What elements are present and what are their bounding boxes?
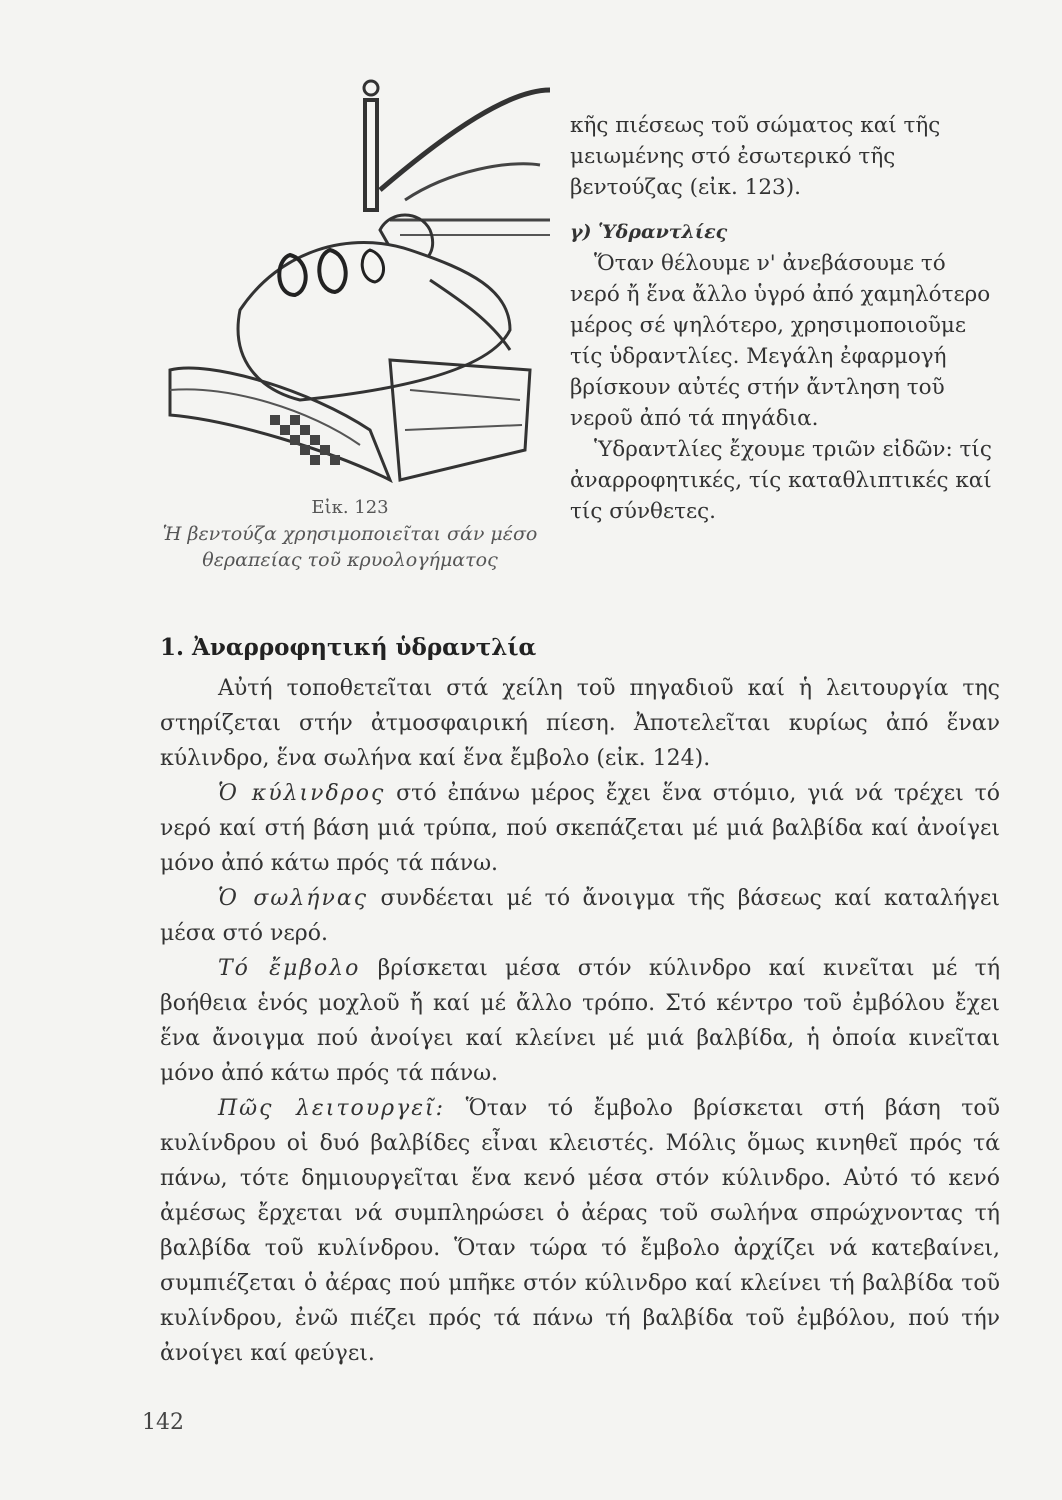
pumps-paragraph-2: Ὑδραντλίες ἔχουμε τριῶν εἰδῶν: τίς ἀναρροφητικές, τίς καταθλιπτικές καί τίς σύνθετες.: [570, 437, 992, 524]
paragraph-pipe: [160, 881, 1000, 951]
caption-line-1: Ἡ βεντούζα χρησιμοποιεῖται σάν μέσο: [162, 523, 538, 545]
figure-caption: [130, 495, 570, 573]
paragraph-piston: [160, 951, 1000, 1091]
right-column-text: [570, 110, 995, 527]
main-section: [160, 630, 1000, 1371]
paragraph-1: Αὐτή τοποθετεῖται στά χείλη τοῦ πηγαδιοῦ καί ἡ λειτουργία της στηρίζεται στήν ἀτμοσφαιρική πίεση. Ἀποτελεῖται κυρίως ἀπό ἕναν κύλινδρο, ἕνα σωλήνα καί ἕνα ἔμβολο (εἰκ. 124).: [160, 676, 1000, 771]
piston-text: βρίσκεται μέσα στόν κύλινδρο καί κινεῖται μέ τή βοήθεια ἑνός μοχλοῦ ἤ καί μέ ἄλλο τρόπο. Στό κέντρο τοῦ ἐμβόλου ἔχει ἕνα ἄνοιγμα πού ἀνοίγει καί κλείνει μέ μιά βαλβίδα, ἡ ὁποία κινεῖται μόνο ἀπό κάτω πρός τά πάνω.: [160, 956, 1000, 1086]
subheading-pumps: γ) Ὑδραντλίες: [570, 221, 728, 243]
cylinder-text: στό ἐπάνω μέρος ἔχει ἕνα στόμιο, γιά νά τρέχει τό νερό καί στή βάση μιά τρύπα, πού σκεπάζεται μέ μιά βαλβίδα καί ἀνοίγει μόνο ἀπό κάτω πρός τά πάνω.: [160, 781, 1001, 876]
term-piston: Τό ἔμβολο: [218, 956, 361, 981]
term-cylinder: Ὁ κύλινδρος: [218, 781, 386, 806]
figure-number: Εἰκ. 123: [311, 497, 389, 518]
term-pipe: Ὁ σωλήνας: [218, 886, 369, 911]
caption-line-2: θεραπείας τοῦ κρυολογήματος: [202, 549, 498, 571]
pumps-paragraph-1: Ὅταν θέλουμε ν' ἀνεβάσουμε τό νερό ἤ ἕνα ἄλλο ὑγρό ἀπό χαμηλότερο μέρος σέ ψηλότερο, χρησιμοποιοῦμε τίς ὑδραντλίες. Μεγάλη ἐφαρμογή βρίσκουν αὐτές στήν ἄντληση τοῦ νεροῦ ἀπό τά πηγάδια.: [570, 251, 991, 431]
section-heading: 1. Ἀναρροφητική ὑδραντλία: [160, 634, 537, 661]
intro-paragraph: κῆς πιέσεως τοῦ σώματος καί τῆς μειωμένης στό ἐσωτερικό τῆς βεντούζας (εἰκ. 123).: [570, 113, 941, 200]
illustration-drawing: [150, 70, 550, 510]
operation-text: Ὅταν τό ἔμβολο βρίσκεται στή βάση τοῦ κυλίνδρου οἱ δυό βαλβίδες εἶναι κλειστές. Μόλις ὅμως κινηθεῖ πρός τά πάνω, τότε δημιουργεῖται ἕνα κενό μέσα στόν κύλινδρο. Αὐτό τό κενό ἀμέσως ἔρχεται νά συμπληρώσει ὁ ἀέρας τοῦ σωλήνα σπρώχνοντας τή βαλβίδα τοῦ κυλίνδρου. Ὅταν τώρα τό ἔμβολο ἀρχίζει νά κατεβαίνει, συμπιέζεται ὁ ἀέρας πού μπῆκε στόν κύλινδρο καί κλείνει τή βαλβίδα τοῦ κυλίνδρου, ἐνῶ πιέζει πρός τά πάνω τή βαλβίδα τοῦ ἐμβόλου, πού τήν ἀνοίγει καί φεύγει.: [160, 1096, 1000, 1366]
paragraph-cylinder: [160, 776, 1000, 881]
pipe-text: συνδέεται μέ τό ἄνοιγμα τῆς βάσεως καί καταλήγει μέσα στό νερό.: [160, 886, 1000, 946]
paragraph-operation: [160, 1091, 1000, 1371]
page-number: 142: [142, 1410, 184, 1435]
term-operation: Πῶς λειτουργεῖ:: [218, 1096, 446, 1121]
cupping-illustration: [150, 70, 550, 510]
